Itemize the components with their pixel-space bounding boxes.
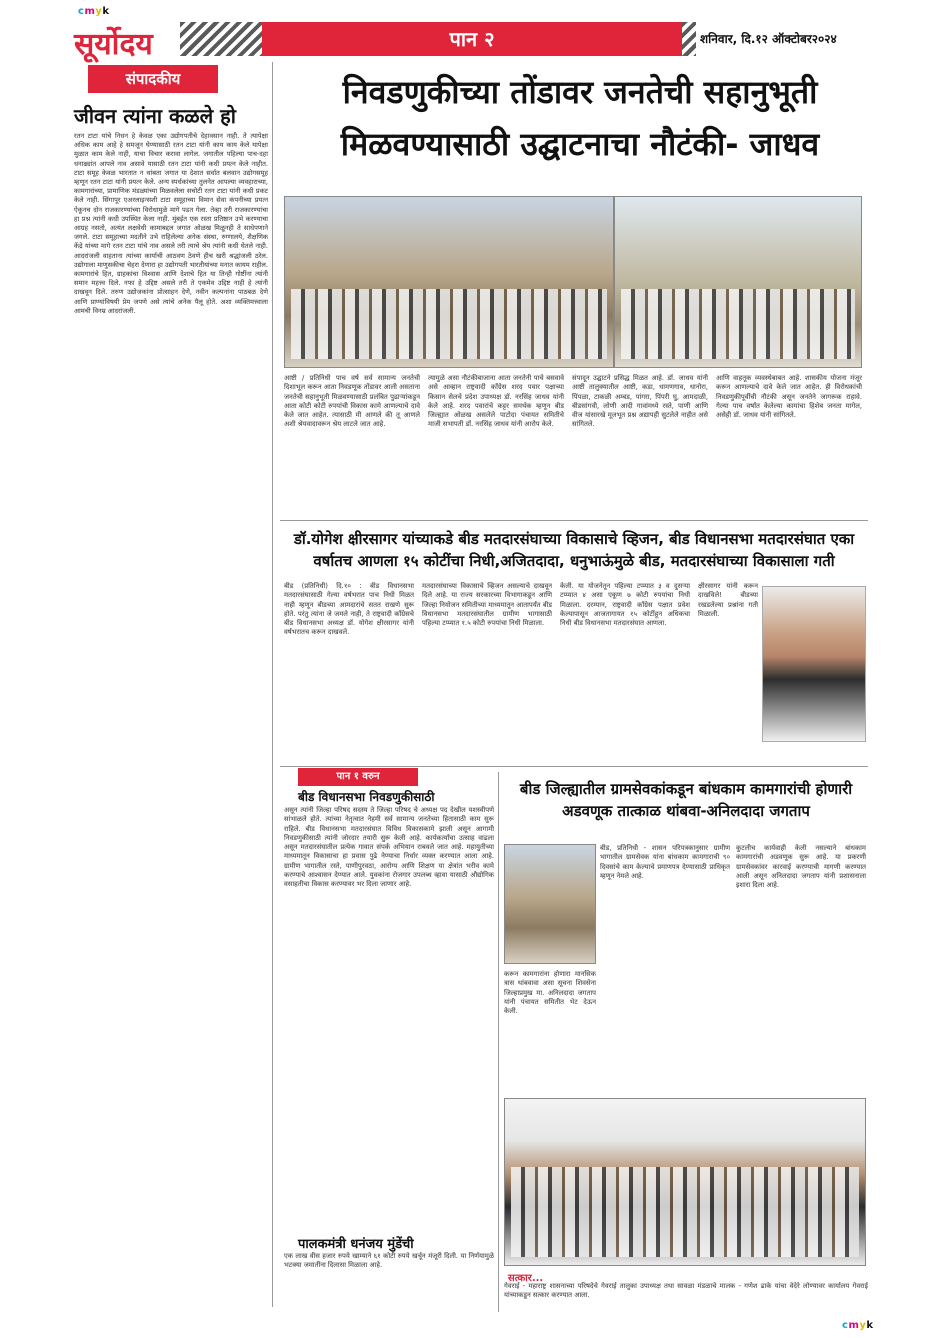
third-story-column-2: बीड, प्रतिनिधी - शासन परिपत्रकानुसार ग्रामीण भागातील ग्रामसेवक यांना बांधकाम कामगाराची ९० दिवसांचे काम केल्याचे प्रमाणपत्र देण्यासाठी प्राधिकृत म्हणून नेमले आहे.	[600, 844, 730, 880]
second-story-column-2: मतदारसंघाच्या विकासाचे व्हिजन असल्याचे दाखवून दिले आहे. या राज्य सरकारच्या विभागाकडून आणि जिल्हा नियोजन समितीच्या माध्यमातून आतापर्यंत बीड विधानसभा मतदारसंघातील ग्रामीण भागासाठी पहिल्या टप्प्यात १.५ कोटी रुपयांचा निधी मिळाला.	[422, 582, 552, 628]
third-story-headline: बीड जिल्ह्यातील ग्रामसेवकांकडून बांधकाम कामगारांची होणारी अडवणूक तात्काळ थांबवा-अनिलदादा जगताप	[519, 780, 853, 820]
main-headline-line1: निवडणुकीच्या तोंडावर जनतेची सहानुभूती	[342, 73, 818, 111]
column-divider	[272, 62, 273, 1307]
third-story-column-1b: करून कामगारांना होणारा मानसिक त्रास थांबवावा असा सूचना शिवसेना जिल्हाप्रमुख मा. अनिलदादा जगताप यांनी पंचायत समितीत भेट देऊन केली.	[504, 970, 596, 1016]
second-story-column-4: क्षीरसागर यांनी करून दाखविले! बीडच्या रखडलेल्या प्रश्नांना गती मिळाली.	[698, 582, 758, 618]
decorative-stripes	[180, 22, 262, 56]
second-story-headline: डॉ.योगेश क्षीरसागर यांच्याकडे बीड मतदारसंघाच्या विकासाचे व्हिजन, बीड विधानसभा मतदारसंघात एका वर्षातच आणला १५ कोटींचा निधी,अजितदादा, धनुभाऊंमुळे बीड, मतदारसंघाच्या विकासाला गती	[293, 530, 855, 570]
main-headline	[280, 66, 880, 170]
third-story-column-3: कुटलीच कार्यवाही केली नसल्याने बांधकाम कामगारांची अडवणूक सुरू आहे. या प्रकरणी ग्रामसेवकांवर कारवाई करण्याची मागणी करण्यात आली असून अनिलदादा जगताप यांनी प्रशासनाला इशारा दिला आहे.	[736, 844, 866, 890]
main-story-column-3: संपादून उद्घाटने प्रसिद्ध मिळत आहे. डॉ. जाधव यांनी आष्टी तालुक्यातील आष्टी, कडा, धामणगाव, धानोरा, पिंपळा, टाकळी अम्बड, पांगरा, पिंपरी घु, आमदाळी, बीडसांगवी, लोणी आदी गावांमध्ये रस्ते, पाणी आणि वीज यांसारखे मूलभूत प्रश्न अद्यापही सुटलेले नाहीत असे सांगितले.	[572, 374, 708, 429]
main-headline-line2: मिळवण्यासाठी उद्घाटनाचा नौटंकी- जाधव	[340, 125, 820, 163]
continued-badge: पान १ वरुन	[298, 768, 418, 786]
cmyk-marker-bottom: cmyk	[842, 1320, 874, 1331]
photo-caption: गेवराई - महाराष्ट्र शासनाच्या परिषदेचे गेवराई तालुका उपाध्यक्ष तथा सावळा मंडळाचे मालक - गणेश ढाके यांचा वेदेरे लोण्यावर कार्यालय गेवराई यांच्याकडून सत्कार करण्यात आला.	[504, 1282, 868, 1300]
continued-sub-body: एक लाख वीस हजार रुपये खाम्याने ६१ कोटी रुपये खर्चून मंजूरी दिली. या निर्णयामुळे भटक्या जमातींना दिलासा मिळाला आहे.	[284, 1252, 494, 1270]
continued-subtitle: पालकमंत्री धनंजय मुंडेंची	[298, 1237, 414, 1252]
cmyk-marker-top: cmyk	[78, 6, 110, 17]
continued-title: बीड विधानसभा निवडणुकीसाठी	[298, 790, 435, 804]
photo-caption-label: सत्कार...	[508, 1273, 544, 1284]
felicitation-photo	[504, 1098, 866, 1266]
speaker-photo	[504, 844, 596, 964]
second-story-column-1: बीड (प्रतिनिधी) दि.१० : बीड विधानसभा मतदारसंघासाठी गेल्या वर्षभरात पाच निधी मिळत नाही म्हणून बीडच्या आमदारांचे सतत राखणे सुरू होते. परंतु त्यांना जे जमले नाही, ते राष्ट्रवादी काँग्रेसचे बीड विधानसभा अध्यक्ष डॉ. योगेश क्षीरसागर यांनी वर्षभरातच करून दाखवले.	[284, 582, 414, 637]
editorial-body: रतन टाटा यांचे निधन हे केवळ एका उद्योगपतीचे देहावसान नाही. ते त्यापेक्षा अधिक काम आहे हे समजून घेण्यासाठी रतन टाटा यांनी काय काय केले यापेक्षा मुळात काम केले नाही, याचा विचार करावा लागेल. जगातील पहिल्या पाच-दहा धनाढ्यांत आपले नाव असावे यासाठी रतन टाटा यांनी कधी प्रयत्न केले नाहीत. टाटा समूह केवळ भारतात न थांबता जगात या देशात सर्वात बलवान उद्योगसमूह म्हणून रतन टाटा यांनी प्रयत्न केले. अन्य स्पर्धकांच्या तुलनेत आपल्या व्यवहाराच्या, कामगारांच्या, प्रामाणिक मंडळ्यांच्या मिळवलेला सचोटी रतन टाटा यांनी कधी प्रकट केले नाही. सिंगापूर एअरलाइन्सशी टाटा समूहाच्या विमान सेवा कंपनीच्या प्रयत्न ऐकूनच दोन राजकारण्यांच्या विरोधामुळे मागे पडत गेला. तेव्हा तरी राजकारण्यांचा हा प्रश्न त्यांनी कधी उपस्थित केला नाही. मुंबईत एक रस्ता प्रतिष्ठान उभे करण्याचा आग्रह नसतो, अत्यंत लक्षवेधी कामाबद्दल जगात ओळख मिळूनही ते साधेपणाने जगले. टाटा समूहाच्या मदतीने उभे राहिलेल्या अनेक संस्था, रुग्णालये, शैक्षणिक केंद्रे यांच्या मागे रतन टाटा यांचे नाव असले तरी त्याचे श्रेय त्यांनी कधी घेतले नाही. आदरांजली वाहताना त्यांच्या कार्याची आठवण ठेवणे हीच खरी श्रद्धांजली ठरेल. उद्योगाला माणुसकीचा चेहरा देणारा हा उद्योगपती भारतीयांच्या मनात कायम राहील. कामगारांचे हित, ग्राहकांचा विश्वास आणि देशाचे हित या तिन्ही गोष्टींना त्यांनी समान महत्त्व दिले. नफा हे उद्दिष्ट असले तरी ते एकमेव उद्दिष्ट नाही हे त्यांनी दाखवून दिले. तरुण उद्योजकांना प्रोत्साहन देणे, नवीन कल्पनांना पाठबळ देणे आणि प्राण्यांविषयी प्रेम जपणे असे त्यांचे अनेक पैलू होते. अशा व्यक्तिमत्त्वाला आमची विनम्र आदरांजली.	[74, 132, 268, 315]
section-divider	[280, 520, 868, 521]
column-divider-2	[498, 772, 499, 1312]
editorial-badge: संपादकीय	[88, 65, 218, 93]
newspaper-name: सूर्योदय	[74, 27, 153, 62]
issue-date: शनिवार, दि.१२ ऑक्टोबर२०२४	[700, 32, 837, 46]
news-photo-group-right	[614, 196, 862, 368]
section-divider-2	[280, 766, 868, 767]
decorative-stripes-right	[682, 22, 696, 56]
second-story-column-3: केली. या योजनेतून पहिल्या टप्प्यात ३ व दुसऱ्या टप्प्यात ४ असा एकूण ७ कोटी रुपयांचा निधी मिळाला. दरम्यान, राष्ट्रवादी काँग्रेस पक्षात प्रवेश केल्यापासून आजतागायत १५ कोटींहून अधिकचा निधी बीड विधानसभा मतदारसंघात आणला.	[560, 582, 690, 628]
main-story-column-2: त्यामुळे असा नौटंकीबाजाना आता जनतेनी पाचे बसवावे असे आव्हान राष्ट्रवादी काँग्रेस शरद पवार पक्षाच्या किसान सेलचे प्रदेश उपाध्यक्ष डॉ. नरसिंह जाधव यांनी केले आहे. शरद पवारांचे कट्टर समर्थक म्हणून बीड जिल्ह्यात ओळख असलेले पाटोदा पंचायत समितीचे माजी सभापती डॉ. नरसिंह जाधव यांनी आरोप केले.	[428, 374, 564, 429]
continued-body: असून त्यांनी जिल्हा परिषद सदस्य ते जिल्हा परिषद चे अध्यक्ष पद देखील यशस्वीपणे सांभाळले होते. त्यांच्या नेतृत्वात नेहमी सर्व सामान्य जनतेच्या हितासाठी काम सुरू राहिले. बीड विधानसभा मतदारसंघात विविध विकासकामे झाली असून आगामी निवडणुकीसाठी त्यांनी जोरदार तयारी सुरू केली आहे. कार्यकर्त्यांचा उत्साह वाढला असून मतदारसंघातील प्रत्येक गावात संपर्क अभियान राबवले जात आहे. महायुतीच्या माध्यमातून विकासाचा हा प्रवास पुढे नेण्याचा निर्धार व्यक्त करण्यात आला आहे. ग्रामीण भागातील रस्ते, पाणीपुरवठा, आरोग्य आणि शिक्षण या क्षेत्रांत भरीव कामे करण्याचे आश्वासन देण्यात आले. युवकांना रोजगार उपलब्ध व्हावा यासाठी औद्योगिक वसाहतीचा विकास करण्यावर भर दिला जाणार आहे.	[284, 806, 494, 889]
editorial-title: जीवन त्यांना कळले हो	[74, 104, 236, 128]
main-story-column-4: आणि वाहतूक व्यवस्थेबाबत आहे. शासकीय योजना मंजूर करून आणल्याचे दावे केले जात आहेत. ही विरोधकांची निवडणुकीपूर्वीची नौटंकी असून जनतेने जागरूक राहावे. गेल्या पाच वर्षांत केलेल्या कामांचा हिशेब जनता मागेल, असेही डॉ. जाधव यांनी सांगितले.	[716, 374, 862, 420]
news-photo-group-left	[284, 196, 614, 368]
page-label: पान २	[262, 22, 682, 56]
portrait-photo	[762, 586, 866, 742]
main-story-column-1: आष्टी / प्रतिनिधी पाच वर्ष सर्व सामान्य जनतेची दिशाभूल करून आता निवडणूक तोंडावर आली असताना जनतेची सहानुभूती मिळवण्यासाठी प्रलंबित पुढाऱ्यांकडून आता कोटी कोटी रुपयांची विकास कामे आणल्याचे दावे केले जात आहेत. त्यासाठी मी आणले की तू आणले अशी श्रेयवादावरून श्रेय लाटले जात आहे.	[284, 374, 420, 429]
